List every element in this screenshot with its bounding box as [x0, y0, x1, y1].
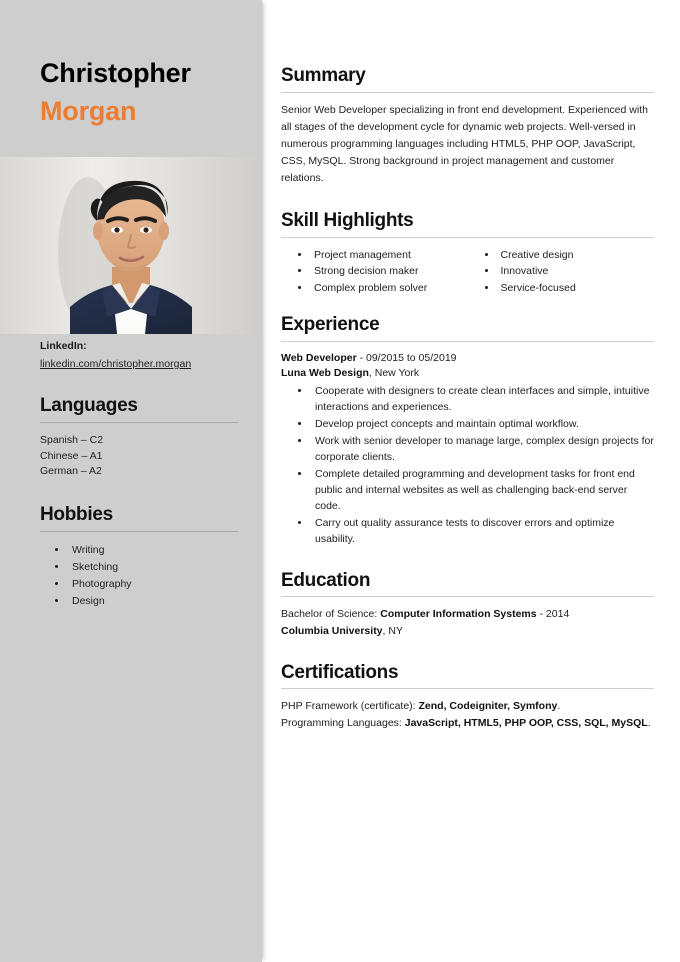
sidebar: [0, 0, 262, 962]
main-column: [281, 0, 654, 731]
job-dates: - 09/2015 to 05/2019: [356, 351, 457, 364]
cert-prefix: Programming Languages:: [281, 716, 405, 729]
language-item: German – A2: [40, 465, 102, 478]
experience-heading: Experience: [281, 313, 380, 335]
school-location: , NY: [382, 625, 403, 637]
list-item: • Develop project concepts and maintain optimal workflow.: [311, 417, 654, 433]
list-item: • Complex problem solver: [311, 280, 468, 297]
list-item: • Creative design: [498, 247, 655, 264]
name-block: [0, 0, 262, 126]
job-company-line: [281, 366, 654, 382]
school-name: Columbia University: [281, 625, 383, 637]
list-item: • Complete detailed programming and development tasks for front end public and internal websites as well as challenging back-end server code.: [311, 467, 654, 515]
degree-major: Computer Information Systems: [380, 608, 537, 621]
skills-column-left: [281, 247, 468, 297]
certification-line: [281, 698, 654, 715]
certifications-heading: Certifications: [281, 661, 399, 683]
cert-prefix: PHP Framework (certificate):: [281, 700, 419, 713]
first-name: Christopher: [40, 58, 191, 88]
languages-heading: Languages: [40, 394, 138, 416]
skills-list-right: [468, 247, 655, 297]
certifications-rule: [281, 688, 654, 689]
hobbies-section: [0, 503, 262, 610]
profile-photo-image: [0, 157, 262, 334]
cert-suffix: .: [647, 716, 651, 729]
list-item: • Service-focused: [498, 280, 655, 297]
summary-section: [281, 64, 654, 187]
list-item: • Innovative: [498, 263, 655, 280]
cert-suffix: .: [557, 700, 561, 713]
education-rule: [281, 596, 654, 597]
skills-section: [281, 209, 654, 297]
skills-columns: [281, 247, 654, 297]
list-item: • Work with senior developer to manage large, complex design projects for corporate clients.: [311, 434, 654, 466]
experience-section: [281, 313, 654, 548]
job-title-line: [281, 351, 654, 367]
summary-text: Senior Web Developer specializing in front end development. Experienced with all stages of the development cycle for dynamic web projects. Well-versed in numerous programming languages including HTML5, PHP OOP, JavaScript, CSS, MySQL. Strong background in project management and customer relations.: [281, 103, 648, 184]
degree-year: - 2014: [536, 608, 570, 621]
languages-rule: [40, 422, 238, 423]
certification-line: [281, 715, 654, 732]
certifications-section: [281, 661, 654, 732]
job-location: , New York: [368, 367, 420, 380]
job-company: Luna Web Design: [281, 367, 369, 380]
linkedin-label: LinkedIn:: [40, 339, 87, 352]
hobbies-rule: [40, 531, 238, 532]
skills-rule: [281, 237, 654, 238]
cert-items: Zend, Codeigniter, Symfony: [418, 700, 558, 713]
experience-rule: [281, 341, 654, 342]
cert-items: JavaScript, HTML5, PHP OOP, CSS, SQL, MySQL: [404, 716, 648, 729]
list-item: • Cooperate with designers to create clean interfaces and simple, intuitive interactions and experiences.: [311, 384, 654, 416]
skills-list-left: [281, 247, 468, 297]
language-item: Chinese – A1: [40, 449, 103, 462]
last-name: Morgan: [40, 96, 137, 127]
job-title: Web Developer: [281, 351, 357, 364]
duties-list: [281, 384, 654, 548]
summary-rule: [281, 92, 654, 93]
skills-column-right: [468, 247, 655, 297]
list-item: • Photography: [68, 576, 238, 593]
list-item: • Sketching: [68, 559, 238, 576]
list-item: • Writing: [68, 542, 238, 559]
language-item: Spanish – C2: [40, 433, 104, 446]
summary-heading: Summary: [281, 65, 366, 86]
hobbies-list: [40, 542, 238, 610]
list-item: • Carry out quality assurance tests to discover errors and optimize usability.: [311, 516, 654, 548]
linkedin-link[interactable]: linkedin.com/christopher.morgan: [40, 357, 192, 370]
languages-section: [0, 394, 262, 481]
profile-photo: [0, 157, 262, 334]
education-section: [281, 569, 654, 640]
list-item: • Project management: [311, 247, 468, 264]
education-heading: Education: [281, 569, 371, 591]
degree-line: [281, 606, 654, 623]
skills-heading: Skill Highlights: [281, 209, 414, 231]
list-item: • Design: [68, 593, 238, 610]
list-item: • Strong decision maker: [311, 263, 468, 280]
school-line: [281, 623, 654, 640]
degree-prefix: Bachelor of Science:: [281, 608, 381, 621]
hobbies-heading: Hobbies: [40, 504, 113, 526]
